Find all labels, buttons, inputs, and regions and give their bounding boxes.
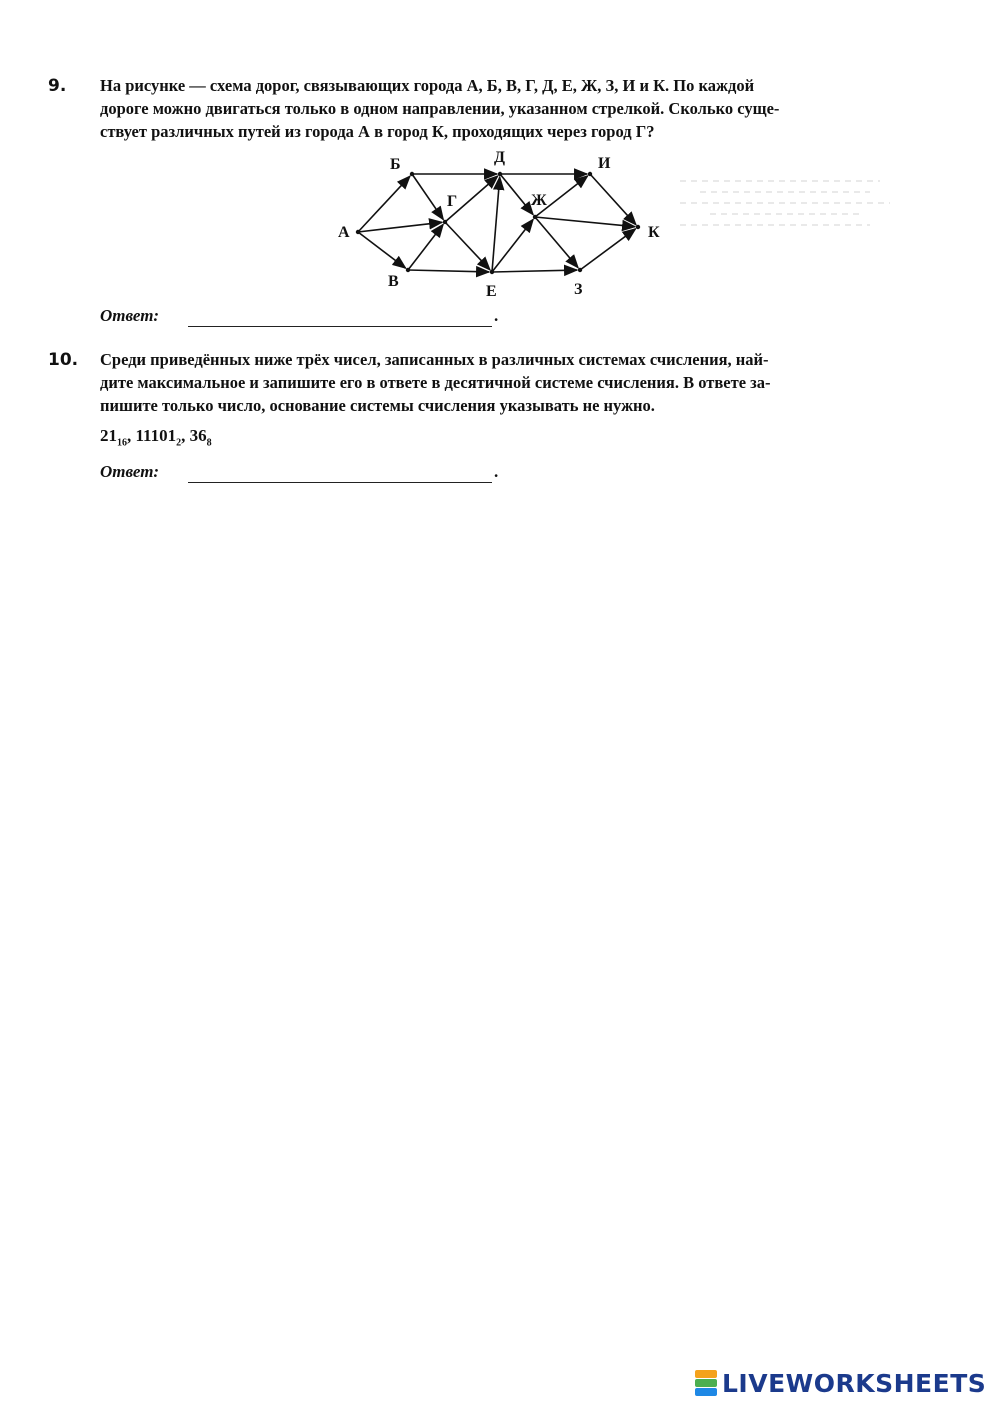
- task-9-line-2: дороге можно двигаться только в одном направлении, указанном стрелкой. Сколько суще-: [100, 99, 780, 118]
- road-E-to-D: [492, 177, 500, 272]
- city-label-B: Б: [390, 156, 401, 173]
- task-9-answer-input[interactable]: [188, 306, 492, 327]
- city-node-B: [410, 172, 414, 176]
- city-label-D: Д: [494, 149, 506, 166]
- city-label-Z: З: [574, 281, 583, 298]
- city-label-G: Г: [447, 193, 458, 210]
- city-label-A: А: [338, 224, 350, 241]
- task-9-line-3: ствует различных путей из города А в город К, проходящих через город Г?: [100, 122, 655, 141]
- task-10-answer-dot: .: [494, 462, 499, 481]
- road-V-to-G: [408, 224, 443, 270]
- task-9-answer-label: Ответ:: [100, 306, 160, 325]
- number-3: $36_8$: [189, 426, 212, 449]
- road-A-to-V: [358, 232, 406, 268]
- logo-text: LIVEWORKSHEETS: [722, 1368, 987, 1398]
- task-9-answer-dot: .: [494, 306, 499, 325]
- number-1: $21_{16}$,: [100, 426, 136, 449]
- road-V-to-E: [408, 270, 489, 272]
- city-label-K: К: [648, 224, 660, 241]
- road-A-to-G: [358, 222, 442, 232]
- task-10-line-2: дите максимальное и запишите его в ответе в десятичной системе счисления. В ответе за-: [100, 373, 771, 392]
- road-Zh-to-K: [535, 217, 635, 227]
- task-9-line-1: На рисунке — схема дорог, связывающих города А, Б, В, Г, Д, Е, Ж, З, И и К. По каждой: [100, 76, 755, 95]
- task-10-line-1: Среди приведённых ниже трёх чисел, записанных в различных системах счисления, най-: [100, 350, 769, 369]
- road-D-to-Zh: [500, 174, 533, 215]
- road-I-to-K: [590, 174, 636, 225]
- number-2: $11101_2$,: [135, 426, 190, 449]
- task-10-text: [100, 348, 950, 417]
- liveworksheets-logo: [695, 1368, 986, 1398]
- city-node-K: [636, 225, 640, 229]
- city-node-Zh: [533, 215, 537, 219]
- city-node-V: [406, 268, 410, 272]
- city-label-E: Е: [486, 283, 497, 300]
- city-node-A: [356, 230, 360, 234]
- road-Z-to-K: [580, 229, 636, 270]
- road-graph-diagram: [320, 140, 680, 300]
- task-10-line-3: пишите только число, основание системы счисления указывать не нужно.: [100, 396, 655, 415]
- road-A-to-B: [358, 176, 410, 232]
- city-label-V: В: [388, 273, 399, 290]
- task-9-text: [100, 74, 950, 143]
- road-E-to-Zh: [492, 219, 533, 272]
- city-node-I: [588, 172, 592, 176]
- city-node-G: [443, 220, 447, 224]
- road-G-to-E: [445, 222, 490, 270]
- city-label-I: И: [598, 155, 611, 172]
- logo-icon: [695, 1370, 717, 1396]
- road-Zh-to-Z: [535, 217, 578, 268]
- city-label-Zh: Ж: [531, 192, 547, 209]
- task-10-number: 10.: [48, 350, 79, 370]
- task-9-number: 9.: [48, 76, 67, 96]
- city-node-E: [490, 270, 494, 274]
- task-10-answer-label: Ответ:: [100, 462, 160, 481]
- task-10-answer-input[interactable]: [188, 462, 492, 483]
- road-E-to-Z: [492, 270, 577, 272]
- city-node-Z: [578, 268, 582, 272]
- graph-edges: [358, 174, 636, 272]
- city-node-D: [498, 172, 502, 176]
- faint-background-marks: [680, 180, 910, 265]
- road-B-to-G: [412, 174, 443, 220]
- task-10-numbers: [100, 426, 212, 448]
